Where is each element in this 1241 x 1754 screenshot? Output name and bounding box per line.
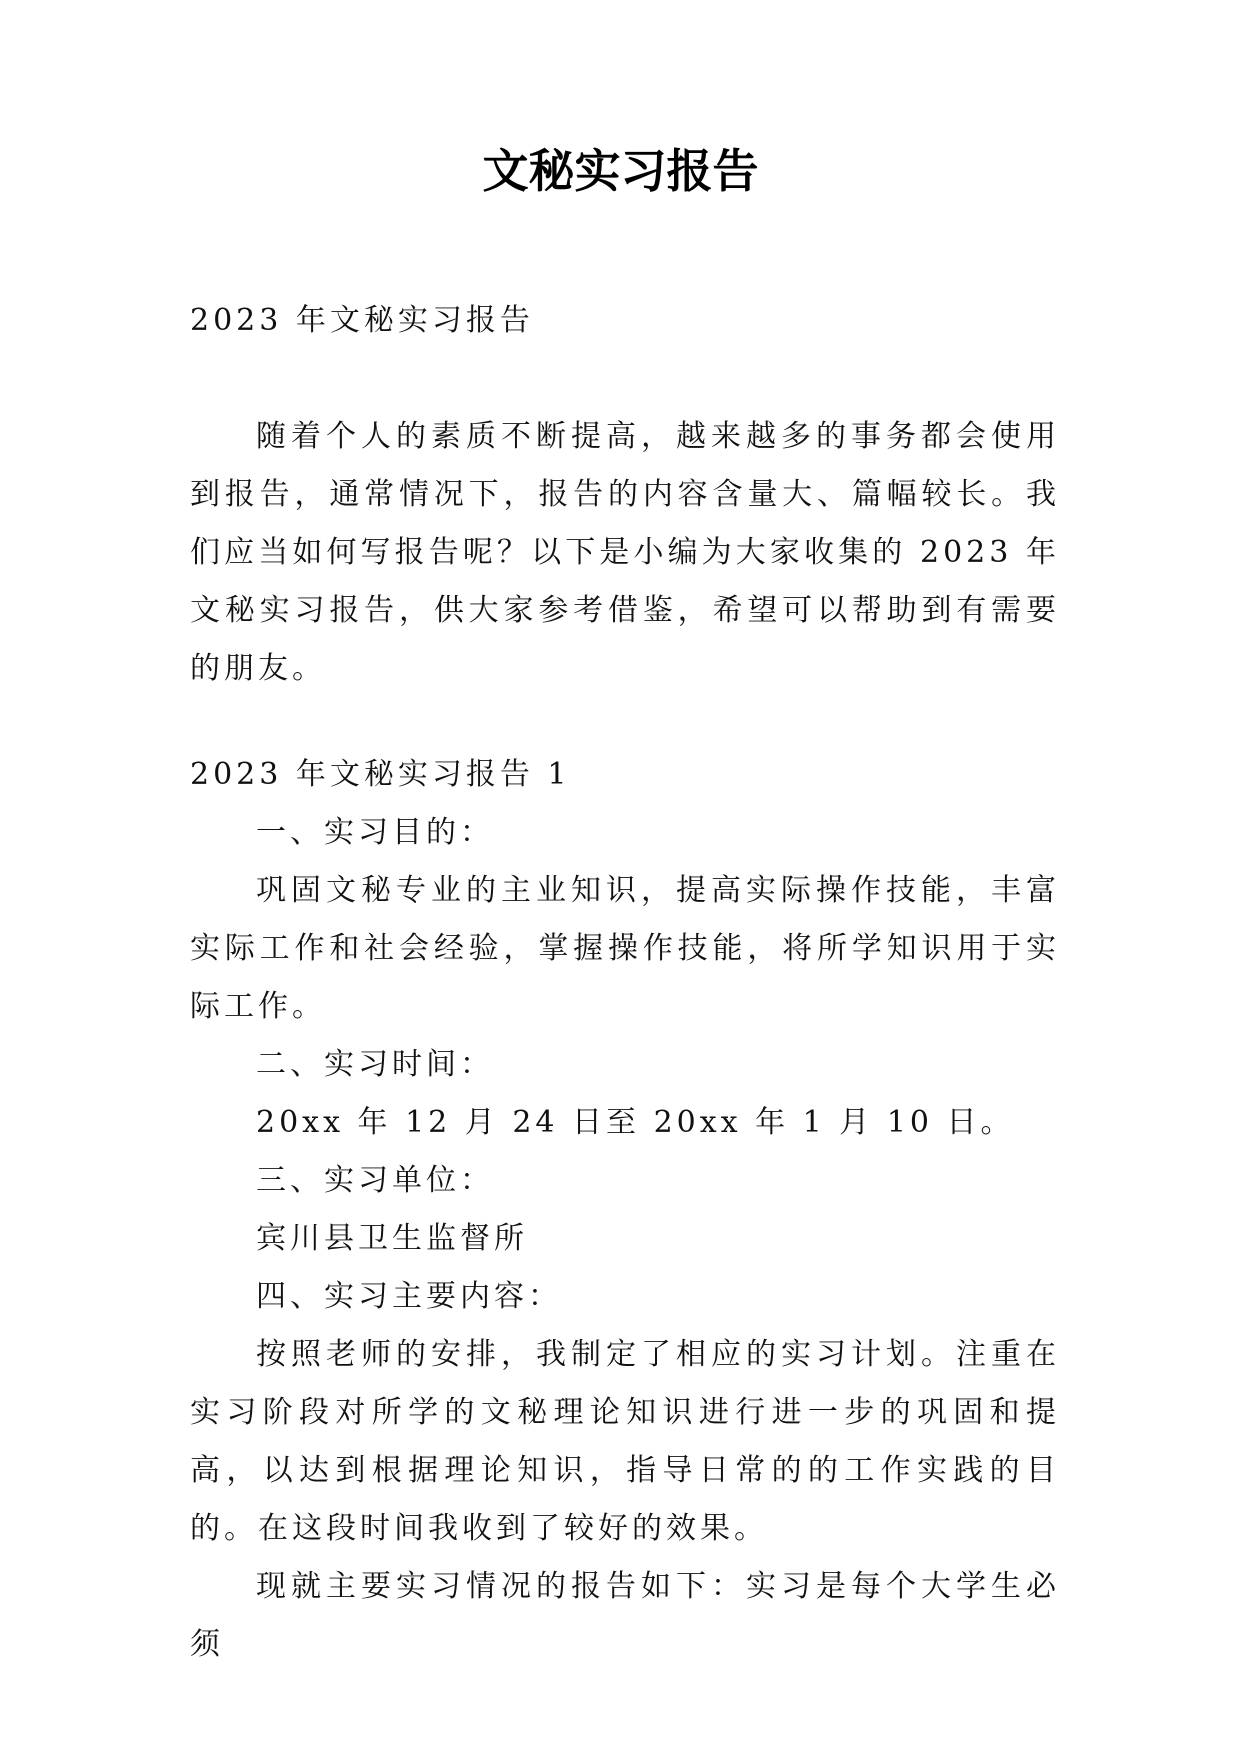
intro-paragraph: 随着个人的素质不断提高，越来越多的事务都会使用到报告，通常情况下，报告的内容含量大、篇幅较长。我们应当如何写报告呢？以下是小编为大家收集的 2023 年文秘实习报告，供大家参考借鉴，希望可以帮助到有需要的朋友。 <box>190 419 1060 686</box>
heading-content: 四、实习主要内容： <box>256 1279 562 1314</box>
paragraph-unit: 宾川县卫生监督所 <box>256 1221 528 1256</box>
heading-unit: 三、实习单位： <box>256 1163 494 1198</box>
heading-time: 二、实习时间： <box>256 1047 494 1082</box>
document-body <box>190 292 1060 1674</box>
paragraph-report: 现就主要实习情况的报告如下：实习是每个大学生必须 <box>190 1569 1060 1662</box>
section-title: 2023 年文秘实习报告 1 <box>190 757 571 792</box>
document-subtitle: 2023 年文秘实习报告 <box>190 303 534 338</box>
spacer <box>190 698 1060 746</box>
document-title: 文秘实习报告 <box>482 144 759 198</box>
paragraph-purpose: 巩固文秘专业的主业知识，提高实际操作技能，丰富实际工作和社会经验，掌握操作技能，将所学知识用于实际工作。 <box>190 873 1060 1024</box>
spacer <box>190 350 1060 408</box>
paragraph-time: 20xx 年 12 月 24 日至 20xx 年 1 月 10 日。 <box>256 1105 1015 1140</box>
heading-purpose: 一、实习目的： <box>256 815 494 850</box>
paragraph-content: 按照老师的安排，我制定了相应的实习计划。注重在实习阶段对所学的文秘理论知识进行进一步的巩固和提高，以达到根据理论知识，指导日常的的工作实践的目的。在这段时间我收到了较好的效果。 <box>190 1337 1060 1546</box>
